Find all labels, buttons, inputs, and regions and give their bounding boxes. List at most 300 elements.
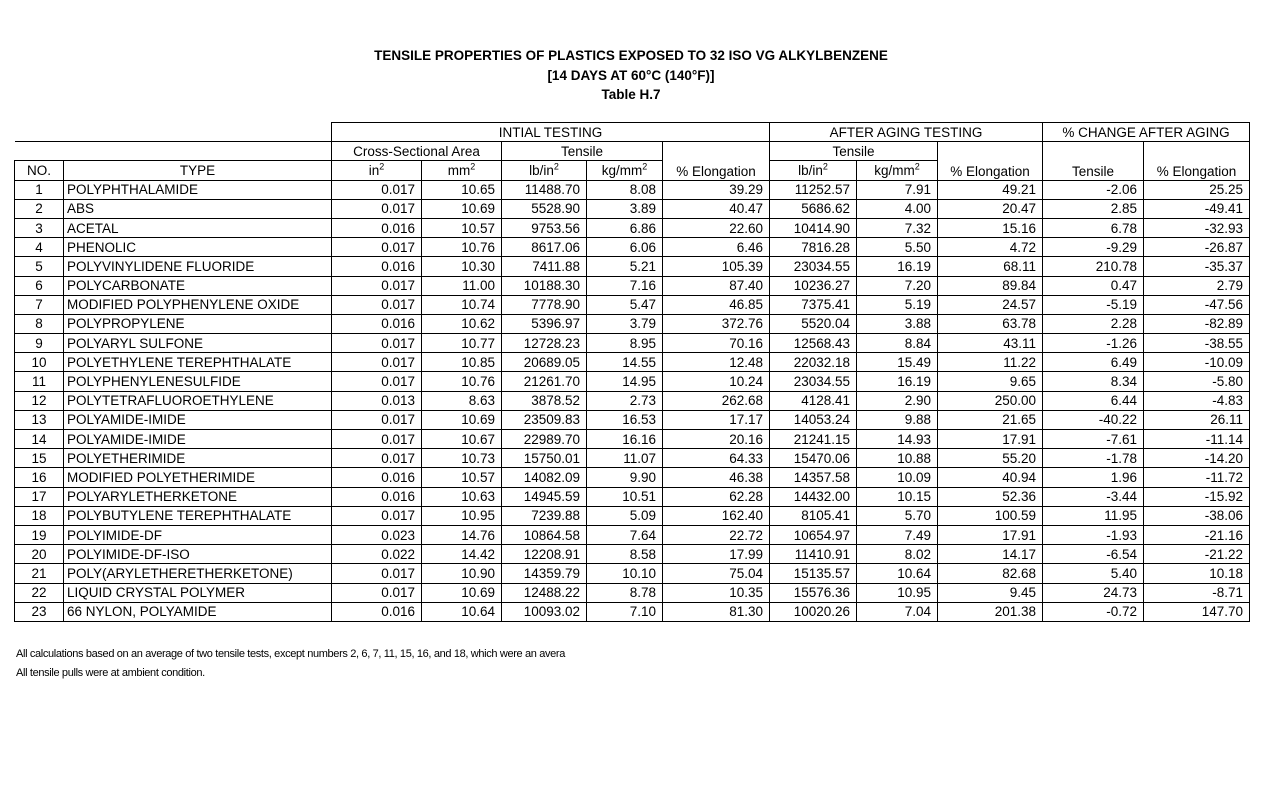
cell-tensile-lbin2: 12208.91	[502, 545, 587, 564]
cell-tensile-kgmm2: 11.07	[587, 449, 663, 468]
cell-no: 16	[15, 468, 64, 487]
cell-no: 18	[15, 506, 64, 525]
cell-change-elongation: 26.11	[1144, 410, 1250, 429]
cell-area-mm2: 14.42	[422, 545, 502, 564]
table-row	[15, 545, 1250, 564]
cell-tensile-lbin2: 7239.88	[502, 506, 587, 525]
cell-area-in2: 0.017	[332, 180, 422, 199]
cell-area-mm2: 10.65	[422, 180, 502, 199]
cell-change-tensile: 5.40	[1043, 564, 1144, 583]
cell-change-tensile: 2.28	[1043, 314, 1144, 333]
cell-after-kgmm2: 3.88	[857, 314, 938, 333]
header-kgmm2-after: $kg/mm^2$	[857, 161, 938, 180]
cell-tensile-kgmm2: 16.16	[587, 430, 663, 449]
cell-no: 4	[15, 238, 64, 257]
cell-tensile-lbin2: 9753.56	[502, 218, 587, 237]
cell-type: POLYARYLETHERKETONE	[64, 487, 332, 506]
cell-no: 13	[15, 410, 64, 429]
cell-after-elongation: 20.47	[938, 199, 1043, 218]
cell-no: 3	[15, 218, 64, 237]
cell-tensile-kgmm2: 6.06	[587, 238, 663, 257]
cell-change-tensile: 8.34	[1043, 372, 1144, 391]
cell-no: 10	[15, 353, 64, 372]
cell-no: 22	[15, 583, 64, 602]
cell-change-elongation: -21.16	[1144, 525, 1250, 544]
cell-no: 11	[15, 372, 64, 391]
cell-elongation: 62.28	[663, 487, 770, 506]
cell-elongation: 46.85	[663, 295, 770, 314]
cell-after-kgmm2: 4.00	[857, 199, 938, 218]
cell-type: POLYAMIDE-IMIDE	[64, 430, 332, 449]
cell-type: POLY(ARYLETHERETHERKETONE)	[64, 564, 332, 583]
cell-change-elongation: -35.37	[1144, 257, 1250, 276]
cell-elongation: 372.76	[663, 314, 770, 333]
cell-after-lbin2: 5520.04	[770, 314, 857, 333]
header-lbin2-initial: $lb/in^2$	[502, 161, 587, 180]
cell-area-in2: 0.016	[332, 468, 422, 487]
cell-change-tensile: -1.26	[1043, 334, 1144, 353]
cell-area-mm2: 10.63	[422, 487, 502, 506]
table-row	[15, 410, 1250, 429]
header-lbin2-after: $lb/in^2$	[770, 161, 857, 180]
cell-after-kgmm2: 14.93	[857, 430, 938, 449]
footnote-1: All calculations based on an average of two tensile tests, except numbers 2, 6, 7, 11, 15, 16, and 18, which were an avera	[16, 648, 566, 660]
cell-change-elongation: -47.56	[1144, 295, 1250, 314]
cell-area-in2: 0.023	[332, 525, 422, 544]
cell-after-kgmm2: 7.49	[857, 525, 938, 544]
table-row	[15, 468, 1250, 487]
cell-after-lbin2: 15470.06	[770, 449, 857, 468]
cell-after-elongation: 100.59	[938, 506, 1043, 525]
cell-after-lbin2: 10414.90	[770, 218, 857, 237]
cell-after-elongation: 40.94	[938, 468, 1043, 487]
cell-area-mm2: 10.64	[422, 602, 502, 621]
cell-area-mm2: 10.73	[422, 449, 502, 468]
table-title	[0, 46, 1262, 105]
cell-after-elongation: 250.00	[938, 391, 1043, 410]
cell-after-elongation: 24.57	[938, 295, 1043, 314]
cell-change-elongation: -5.80	[1144, 372, 1250, 391]
cell-after-kgmm2: 7.32	[857, 218, 938, 237]
table-body	[15, 180, 1250, 621]
cell-change-elongation: -11.72	[1144, 468, 1250, 487]
table-row	[15, 180, 1250, 199]
cell-change-tensile: 210.78	[1043, 257, 1144, 276]
cell-after-lbin2: 10020.26	[770, 602, 857, 621]
cell-elongation: 40.47	[663, 199, 770, 218]
header-after-aging: AFTER AGING TESTING	[770, 123, 1043, 142]
cell-tensile-lbin2: 5528.90	[502, 199, 587, 218]
cell-after-lbin2: 23034.55	[770, 372, 857, 391]
cell-area-in2: 0.017	[332, 238, 422, 257]
cell-area-in2: 0.016	[332, 257, 422, 276]
cell-after-kgmm2: 16.19	[857, 372, 938, 391]
table-row	[15, 564, 1250, 583]
cell-tensile-kgmm2: 8.78	[587, 583, 663, 602]
cell-after-elongation: 82.68	[938, 564, 1043, 583]
cell-no: 7	[15, 295, 64, 314]
table-row	[15, 487, 1250, 506]
cell-after-elongation: 9.45	[938, 583, 1043, 602]
cell-after-kgmm2: 8.84	[857, 334, 938, 353]
cell-elongation: 10.35	[663, 583, 770, 602]
cell-elongation: 12.48	[663, 353, 770, 372]
header-change-elongation: % Elongation	[1144, 142, 1250, 180]
cell-no: 23	[15, 602, 64, 621]
cell-area-mm2: 11.00	[422, 276, 502, 295]
header-row-2	[15, 142, 1250, 161]
cell-no: 15	[15, 449, 64, 468]
cell-after-elongation: 14.17	[938, 545, 1043, 564]
header-initial-testing: INTIAL TESTING	[332, 123, 770, 142]
header-type: TYPE	[64, 161, 332, 180]
cell-elongation: 87.40	[663, 276, 770, 295]
cell-elongation: 162.40	[663, 506, 770, 525]
cell-tensile-lbin2: 14359.79	[502, 564, 587, 583]
cell-after-elongation: 11.22	[938, 353, 1043, 372]
cell-tensile-lbin2: 5396.97	[502, 314, 587, 333]
cell-elongation: 70.16	[663, 334, 770, 353]
cell-elongation: 105.39	[663, 257, 770, 276]
table-row	[15, 314, 1250, 333]
header-in2: $in^2$	[332, 161, 422, 180]
cell-tensile-lbin2: 22989.70	[502, 430, 587, 449]
cell-type: POLYPHTHALAMIDE	[64, 180, 332, 199]
cell-after-kgmm2: 10.88	[857, 449, 938, 468]
cell-change-elongation: -4.83	[1144, 391, 1250, 410]
table-row	[15, 602, 1250, 621]
footnotes	[16, 645, 565, 683]
header-kgmm2-initial: $kg/mm^2$	[587, 161, 663, 180]
cell-tensile-lbin2: 8617.06	[502, 238, 587, 257]
cell-tensile-kgmm2: 7.10	[587, 602, 663, 621]
cell-elongation: 46.38	[663, 468, 770, 487]
cell-after-kgmm2: 10.15	[857, 487, 938, 506]
cell-no: 8	[15, 314, 64, 333]
cell-after-lbin2: 7375.41	[770, 295, 857, 314]
cell-change-tensile: 6.49	[1043, 353, 1144, 372]
cell-after-kgmm2: 8.02	[857, 545, 938, 564]
cell-elongation: 81.30	[663, 602, 770, 621]
cell-after-lbin2: 14357.58	[770, 468, 857, 487]
cell-no: 14	[15, 430, 64, 449]
cell-tensile-lbin2: 10188.30	[502, 276, 587, 295]
cell-tensile-kgmm2: 8.08	[587, 180, 663, 199]
cell-after-elongation: 17.91	[938, 525, 1043, 544]
cell-after-kgmm2: 5.50	[857, 238, 938, 257]
cell-elongation: 17.99	[663, 545, 770, 564]
cell-area-in2: 0.013	[332, 391, 422, 410]
cell-after-elongation: 52.36	[938, 487, 1043, 506]
cell-after-lbin2: 23034.55	[770, 257, 857, 276]
cell-after-kgmm2: 5.70	[857, 506, 938, 525]
cell-after-lbin2: 10654.97	[770, 525, 857, 544]
table-row	[15, 238, 1250, 257]
cell-after-elongation: 89.84	[938, 276, 1043, 295]
cell-change-elongation: 147.70	[1144, 602, 1250, 621]
cell-elongation: 10.24	[663, 372, 770, 391]
cell-change-tensile: -2.06	[1043, 180, 1144, 199]
cell-change-tensile: 6.44	[1043, 391, 1144, 410]
cell-area-mm2: 10.76	[422, 372, 502, 391]
title-line-2: [14 DAYS AT 60°C (140°F)]	[547, 67, 715, 83]
cell-change-tensile: 6.78	[1043, 218, 1144, 237]
cell-after-kgmm2: 9.88	[857, 410, 938, 429]
cell-type: PHENOLIC	[64, 238, 332, 257]
cell-area-in2: 0.017	[332, 583, 422, 602]
cell-area-in2: 0.017	[332, 449, 422, 468]
cell-area-in2: 0.016	[332, 487, 422, 506]
cell-change-tensile: 0.47	[1043, 276, 1144, 295]
cell-change-elongation: -21.22	[1144, 545, 1250, 564]
cell-tensile-kgmm2: 16.53	[587, 410, 663, 429]
cell-change-elongation: -8.71	[1144, 583, 1250, 602]
cell-tensile-lbin2: 10093.02	[502, 602, 587, 621]
header-tensile-after: Tensile	[770, 142, 938, 161]
cell-area-in2: 0.017	[332, 410, 422, 429]
cell-change-elongation: -32.93	[1144, 218, 1250, 237]
header-cross-sectional-area: Cross-Sectional Area	[332, 142, 502, 161]
cell-change-tensile: -0.72	[1043, 602, 1144, 621]
cell-area-mm2: 10.69	[422, 583, 502, 602]
cell-no: 17	[15, 487, 64, 506]
cell-change-tensile: -1.78	[1043, 449, 1144, 468]
cell-change-elongation: 10.18	[1144, 564, 1250, 583]
cell-elongation: 22.60	[663, 218, 770, 237]
cell-area-in2: 0.016	[332, 602, 422, 621]
cell-area-mm2: 10.76	[422, 238, 502, 257]
cell-change-elongation: -11.14	[1144, 430, 1250, 449]
table-row	[15, 276, 1250, 295]
cell-after-lbin2: 11410.91	[770, 545, 857, 564]
cell-elongation: 6.46	[663, 238, 770, 257]
cell-after-kgmm2: 7.20	[857, 276, 938, 295]
cell-no: 2	[15, 199, 64, 218]
cell-area-mm2: 8.63	[422, 391, 502, 410]
cell-no: 20	[15, 545, 64, 564]
cell-type: MODIFIED POLYPHENYLENE OXIDE	[64, 295, 332, 314]
table-row	[15, 430, 1250, 449]
cell-change-tensile: 11.95	[1043, 506, 1144, 525]
cell-type: ABS	[64, 199, 332, 218]
cell-area-in2: 0.016	[332, 218, 422, 237]
table-row	[15, 295, 1250, 314]
table-row	[15, 334, 1250, 353]
cell-tensile-kgmm2: 14.95	[587, 372, 663, 391]
cell-type: POLYIMIDE-DF	[64, 525, 332, 544]
cell-after-kgmm2: 10.95	[857, 583, 938, 602]
table-row	[15, 218, 1250, 237]
cell-tensile-lbin2: 7411.88	[502, 257, 587, 276]
cell-area-mm2: 10.30	[422, 257, 502, 276]
cell-change-tensile: -1.93	[1043, 525, 1144, 544]
cell-type: POLYARYL SULFONE	[64, 334, 332, 353]
cell-tensile-kgmm2: 10.10	[587, 564, 663, 583]
cell-tensile-kgmm2: 5.21	[587, 257, 663, 276]
cell-tensile-lbin2: 14082.09	[502, 468, 587, 487]
cell-area-in2: 0.022	[332, 545, 422, 564]
cell-change-elongation: 25.25	[1144, 180, 1250, 199]
cell-tensile-kgmm2: 5.47	[587, 295, 663, 314]
cell-change-elongation: -15.92	[1144, 487, 1250, 506]
cell-after-lbin2: 14053.24	[770, 410, 857, 429]
cell-no: 21	[15, 564, 64, 583]
cell-after-kgmm2: 10.64	[857, 564, 938, 583]
cell-type: POLYVINYLIDENE FLUORIDE	[64, 257, 332, 276]
cell-change-elongation: 2.79	[1144, 276, 1250, 295]
header-no: NO.	[15, 161, 64, 180]
header-elongation-initial: % Elongation	[663, 142, 770, 180]
cell-area-mm2: 10.69	[422, 410, 502, 429]
footnote-2: All tensile pulls were at ambient condition.	[16, 667, 205, 679]
cell-area-mm2: 10.67	[422, 430, 502, 449]
table-row	[15, 506, 1250, 525]
cell-tensile-kgmm2: 14.55	[587, 353, 663, 372]
cell-after-lbin2: 10236.27	[770, 276, 857, 295]
cell-type: POLYPROPYLENE	[64, 314, 332, 333]
cell-tensile-lbin2: 10864.58	[502, 525, 587, 544]
cell-tensile-lbin2: 23509.83	[502, 410, 587, 429]
cell-elongation: 22.72	[663, 525, 770, 544]
cell-area-mm2: 10.85	[422, 353, 502, 372]
cell-elongation: 262.68	[663, 391, 770, 410]
cell-no: 1	[15, 180, 64, 199]
title-line-1: TENSILE PROPERTIES OF PLASTICS EXPOSED TO 32 ISO VG ALKYLBENZENE	[374, 48, 888, 63]
cell-area-in2: 0.017	[332, 372, 422, 391]
cell-change-tensile: 24.73	[1043, 583, 1144, 602]
cell-change-tensile: -3.44	[1043, 487, 1144, 506]
cell-no: 6	[15, 276, 64, 295]
cell-area-mm2: 14.76	[422, 525, 502, 544]
cell-after-elongation: 4.72	[938, 238, 1043, 257]
cell-tensile-lbin2: 21261.70	[502, 372, 587, 391]
cell-after-lbin2: 12568.43	[770, 334, 857, 353]
header-percent-change: % CHANGE AFTER AGING	[1043, 123, 1250, 142]
cell-change-tensile: -7.61	[1043, 430, 1144, 449]
cell-after-elongation: 21.65	[938, 410, 1043, 429]
cell-no: 5	[15, 257, 64, 276]
cell-type: POLYETHYLENE TEREPHTHALATE	[64, 353, 332, 372]
cell-area-in2: 0.017	[332, 334, 422, 353]
cell-after-elongation: 17.91	[938, 430, 1043, 449]
header-row-1	[15, 123, 1250, 142]
cell-area-mm2: 10.57	[422, 468, 502, 487]
cell-no: 12	[15, 391, 64, 410]
table-row	[15, 199, 1250, 218]
cell-area-in2: 0.017	[332, 430, 422, 449]
cell-area-mm2: 10.57	[422, 218, 502, 237]
cell-type: LIQUID CRYSTAL POLYMER	[64, 583, 332, 602]
cell-no: 19	[15, 525, 64, 544]
cell-change-elongation: -38.06	[1144, 506, 1250, 525]
cell-area-mm2: 10.69	[422, 199, 502, 218]
cell-after-lbin2: 21241.15	[770, 430, 857, 449]
table-row	[15, 525, 1250, 544]
cell-area-in2: 0.017	[332, 276, 422, 295]
cell-after-kgmm2: 5.19	[857, 295, 938, 314]
cell-change-tensile: 1.96	[1043, 468, 1144, 487]
cell-change-tensile: -5.19	[1043, 295, 1144, 314]
cell-type: POLYPHENYLENESULFIDE	[64, 372, 332, 391]
cell-tensile-kgmm2: 9.90	[587, 468, 663, 487]
cell-tensile-lbin2: 15750.01	[502, 449, 587, 468]
cell-after-lbin2: 4128.41	[770, 391, 857, 410]
table-row	[15, 583, 1250, 602]
cell-after-elongation: 201.38	[938, 602, 1043, 621]
cell-type: MODIFIED POLYETHERIMIDE	[64, 468, 332, 487]
cell-change-elongation: -26.87	[1144, 238, 1250, 257]
cell-after-elongation: 68.11	[938, 257, 1043, 276]
cell-tensile-kgmm2: 8.95	[587, 334, 663, 353]
cell-change-elongation: -14.20	[1144, 449, 1250, 468]
cell-after-lbin2: 7816.28	[770, 238, 857, 257]
cell-tensile-lbin2: 3878.52	[502, 391, 587, 410]
cell-tensile-lbin2: 12488.22	[502, 583, 587, 602]
cell-area-in2: 0.017	[332, 564, 422, 583]
cell-change-elongation: -49.41	[1144, 199, 1250, 218]
cell-after-lbin2: 11252.57	[770, 180, 857, 199]
cell-after-elongation: 9.65	[938, 372, 1043, 391]
cell-no: 9	[15, 334, 64, 353]
cell-change-elongation: -10.09	[1144, 353, 1250, 372]
blank-header-cell	[15, 123, 332, 142]
cell-type: POLYBUTYLENE TEREPHTHALATE	[64, 506, 332, 525]
header-elongation-after: % Elongation	[938, 142, 1043, 180]
cell-after-lbin2: 15135.57	[770, 564, 857, 583]
cell-area-in2: 0.017	[332, 295, 422, 314]
cell-after-kgmm2: 16.19	[857, 257, 938, 276]
cell-tensile-lbin2: 14945.59	[502, 487, 587, 506]
cell-area-mm2: 10.77	[422, 334, 502, 353]
cell-elongation: 17.17	[663, 410, 770, 429]
cell-tensile-kgmm2: 8.58	[587, 545, 663, 564]
cell-elongation: 75.04	[663, 564, 770, 583]
cell-tensile-kgmm2: 3.79	[587, 314, 663, 333]
cell-tensile-kgmm2: 6.86	[587, 218, 663, 237]
cell-area-in2: 0.016	[332, 314, 422, 333]
cell-type: POLYETHERIMIDE	[64, 449, 332, 468]
cell-after-elongation: 43.11	[938, 334, 1043, 353]
title-line-3: Table H.7	[601, 87, 661, 102]
cell-tensile-kgmm2: 10.51	[587, 487, 663, 506]
cell-tensile-lbin2: 12728.23	[502, 334, 587, 353]
cell-change-tensile: 2.85	[1043, 199, 1144, 218]
cell-after-kgmm2: 2.90	[857, 391, 938, 410]
cell-type: POLYIMIDE-DF-ISO	[64, 545, 332, 564]
cell-tensile-kgmm2: 7.16	[587, 276, 663, 295]
cell-area-mm2: 10.62	[422, 314, 502, 333]
cell-tensile-kgmm2: 3.89	[587, 199, 663, 218]
cell-area-in2: 0.017	[332, 199, 422, 218]
cell-elongation: 20.16	[663, 430, 770, 449]
cell-after-elongation: 55.20	[938, 449, 1043, 468]
cell-change-tensile: -6.54	[1043, 545, 1144, 564]
cell-after-elongation: 49.21	[938, 180, 1043, 199]
cell-type: POLYAMIDE-IMIDE	[64, 410, 332, 429]
cell-change-elongation: -38.55	[1144, 334, 1250, 353]
table-row	[15, 391, 1250, 410]
cell-after-elongation: 63.78	[938, 314, 1043, 333]
cell-area-in2: 0.017	[332, 506, 422, 525]
cell-area-in2: 0.017	[332, 353, 422, 372]
cell-tensile-kgmm2: 7.64	[587, 525, 663, 544]
tensile-table	[14, 122, 1250, 622]
cell-elongation: 64.33	[663, 449, 770, 468]
header-tensile-initial: Tensile	[502, 142, 663, 161]
cell-after-lbin2: 14432.00	[770, 487, 857, 506]
header-mm2: $mm^2$	[422, 161, 502, 180]
cell-change-tensile: -40.22	[1043, 410, 1144, 429]
